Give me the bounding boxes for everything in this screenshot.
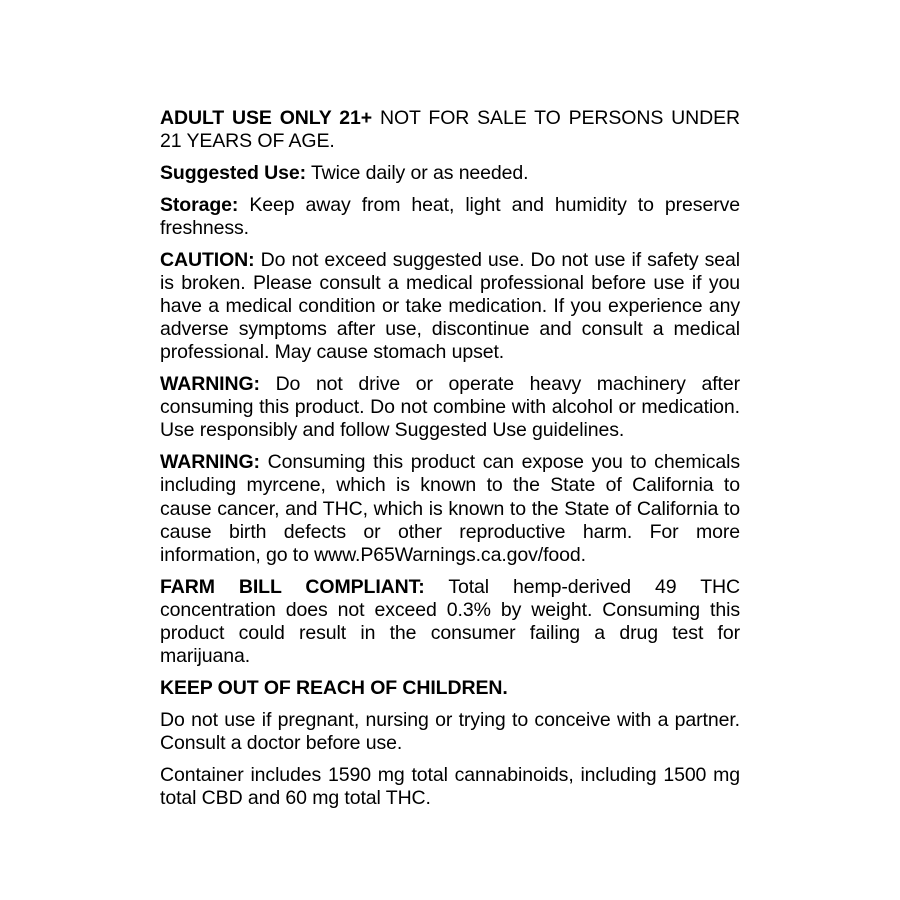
caution-paragraph: [160, 249, 740, 365]
storage-paragraph: [160, 194, 740, 240]
adult-use-lead: ADULT USE ONLY 21+: [160, 107, 373, 129]
caution-text: Do not exceed suggested use. Do not use if safety seal is broken. Please consult a medical professional before use if you have a medical condition or take medication. If you experience any adverse symptoms after use, discontinue and consult a medical professional. May cause stomach upset.: [160, 248, 740, 364]
pregnancy-warning-paragraph: [160, 709, 740, 755]
keep-out-of-reach-heading: [160, 677, 740, 700]
caution-lead: CAUTION:: [160, 248, 255, 271]
pregnancy-warning-text: Do not use if pregnant, nursing or trying to conceive with a partner. Consult a doctor before use.: [160, 708, 740, 754]
suggested-use-lead: Suggested Use:: [160, 161, 306, 184]
cannabinoid-content-paragraph: [160, 764, 740, 810]
warning-machinery-lead: WARNING:: [160, 373, 260, 396]
farm-bill-paragraph: [160, 576, 740, 669]
adult-use-text: NOT FOR SALE TO PERSONS UNDER 21 YEARS OF AGE.: [160, 107, 741, 153]
warning-machinery-paragraph: [160, 373, 740, 443]
warning-prop65-text: Consuming this product can expose you to chemicals including myrcene, which is known to the State of California to cause cancer, and THC, which is known to the State of California to cause birth defects or other reproductive harm. For more information, go to www.P65Warnings.ca.gov/food.: [160, 451, 740, 566]
adult-use-paragraph: [160, 107, 740, 153]
suggested-use-paragraph: [160, 162, 740, 185]
storage-text: Keep away from heat, light and humidity to preserve freshness.: [160, 193, 740, 239]
storage-lead: Storage:: [160, 193, 239, 216]
warning-prop65-paragraph: [160, 451, 740, 567]
farm-bill-text: Total hemp-derived 49 THC concentration does not exceed 0.3% by weight. Consuming this product could result in the consumer failing a drug test for marijuana.: [160, 575, 740, 668]
keep-out-of-reach-lead: KEEP OUT OF REACH OF CHILDREN.: [160, 676, 508, 699]
farm-bill-lead: FARM BILL COMPLIANT:: [160, 575, 425, 598]
warning-prop65-lead: WARNING:: [160, 451, 260, 474]
cannabinoid-content-text: Container includes 1590 mg total cannabinoids, including 1500 mg total CBD and 60 mg total THC.: [160, 763, 740, 809]
warning-label-text-block: [160, 107, 740, 818]
suggested-use-text: Twice daily or as needed.: [310, 161, 529, 184]
warning-machinery-text: Do not drive or operate heavy machinery after consuming this product. Do not combine with alcohol or medication. Use responsibly and follow Suggested Use guidelines.: [160, 373, 740, 442]
